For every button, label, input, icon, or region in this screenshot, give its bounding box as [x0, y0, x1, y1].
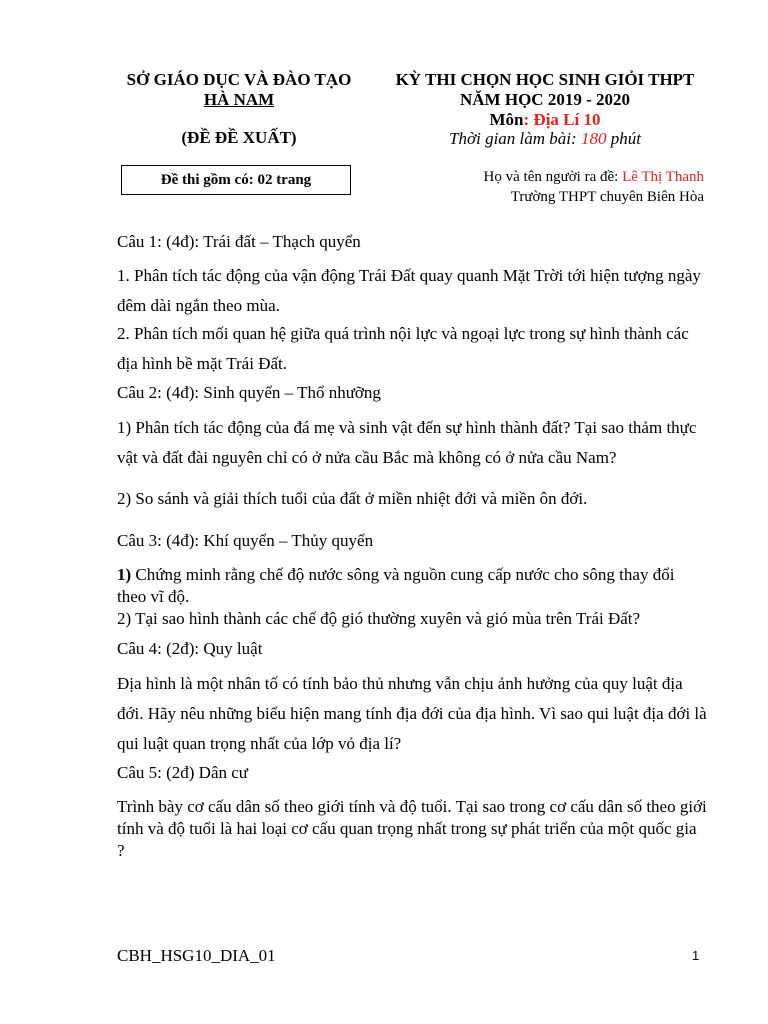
- time-value: 180: [580, 129, 607, 148]
- question-5-body: Trình bày cơ cấu dân số theo giới tính và độ tuổi. Tại sao trong cơ cấu dân số theo giới tính và độ tuổi là hai loại cơ cấu quan trọng nhất trong sự phát triển của một quốc gia ?: [117, 797, 707, 860]
- proposal-label: (ĐỀ ĐỀ XUẤT): [181, 128, 297, 147]
- exam-title: [376, 70, 714, 110]
- question-4-body: Địa hình là một nhân tố có tính bảo thủ nhưng vẫn chịu ảnh hưởng của quy luật địa đới. Hãy nêu những biểu hiện mang tính địa đới của địa hình. Vì sao qui luật địa đới là qui luật quan trọng nhất của lớp vỏ địa lí?: [117, 674, 707, 753]
- question-2-part-1: 1) Phân tích tác động của đá mẹ và sinh vật đến sự hình thành đất? Tại sao thảm thực vật và đất đài nguyên chỉ có ở nửa cầu Bắc mà không có ở nửa cầu Nam?: [117, 418, 697, 467]
- subject-label: Môn: [489, 110, 524, 129]
- department-name: [108, 70, 370, 110]
- author-name: Lê Thị Thanh: [622, 169, 704, 185]
- question-3-part-1: [117, 564, 707, 608]
- subject-line: [376, 110, 714, 130]
- author-label: Họ và tên người ra đề:: [483, 169, 623, 185]
- author-info: [484, 167, 704, 207]
- time-line: [376, 129, 714, 149]
- question-3-part-1-text: Chứng minh rằng chế độ nước sông và nguồn cung cấp nước cho sông thay đổi theo vĩ độ.: [117, 565, 675, 606]
- time-suffix: phút: [606, 129, 641, 148]
- department-line1: SỞ GIÁO DỤC VÀ ĐÀO TẠO: [126, 70, 352, 89]
- time-prefix: Thời gian làm bài:: [449, 129, 581, 148]
- document-code: CBH_HSG10_DIA_01: [117, 946, 276, 965]
- question-1-part-1: 1. Phân tích tác động của vận động Trái Đất quay quanh Mặt Trời tới hiện tượng ngày đêm dài ngắn theo mùa.: [117, 266, 701, 315]
- question-5-title: Câu 5: (2đ) Dân cư: [117, 763, 249, 782]
- question-4-title: Câu 4: (2đ): Quy luật: [117, 639, 263, 658]
- question-3-title: Câu 3: (4đ): Khí quyển – Thủy quyển: [117, 531, 374, 550]
- author-school: Trường THPT chuyên Biên Hòa: [510, 189, 704, 205]
- question-1-part-2: 2. Phân tích mối quan hệ giữa quá trình nội lực và ngoại lực trong sự hình thành các địa hình bề mặt Trái Đất.: [117, 324, 689, 373]
- question-3-part-2: 2) Tại sao hình thành các chế độ gió thường xuyên và gió mùa trên Trái Đất?: [117, 609, 641, 628]
- question-3-part-1-number: 1): [117, 565, 132, 584]
- question-2-title: Câu 2: (4đ): Sinh quyển – Thổ nhưỡng: [117, 383, 381, 402]
- page-count-box: Đề thi gồm có: 02 trang: [121, 165, 351, 195]
- author-line: [484, 167, 704, 187]
- question-1-title: Câu 1: (4đ): Trái đất – Thạch quyển: [117, 232, 361, 251]
- exam-title-line2: NĂM HỌC 2019 - 2020: [460, 90, 630, 109]
- exam-title-line1: KỲ THI CHỌN HỌC SINH GIỎI THPT: [395, 70, 695, 89]
- department-line2: HÀ NAM: [203, 90, 275, 109]
- question-2-part-2: 2) So sánh và giải thích tuổi của đất ở miền nhiệt đới và miền ôn đới.: [117, 489, 588, 508]
- page-number: 1: [692, 948, 700, 963]
- subject-value: : Địa Lí 10: [523, 110, 601, 129]
